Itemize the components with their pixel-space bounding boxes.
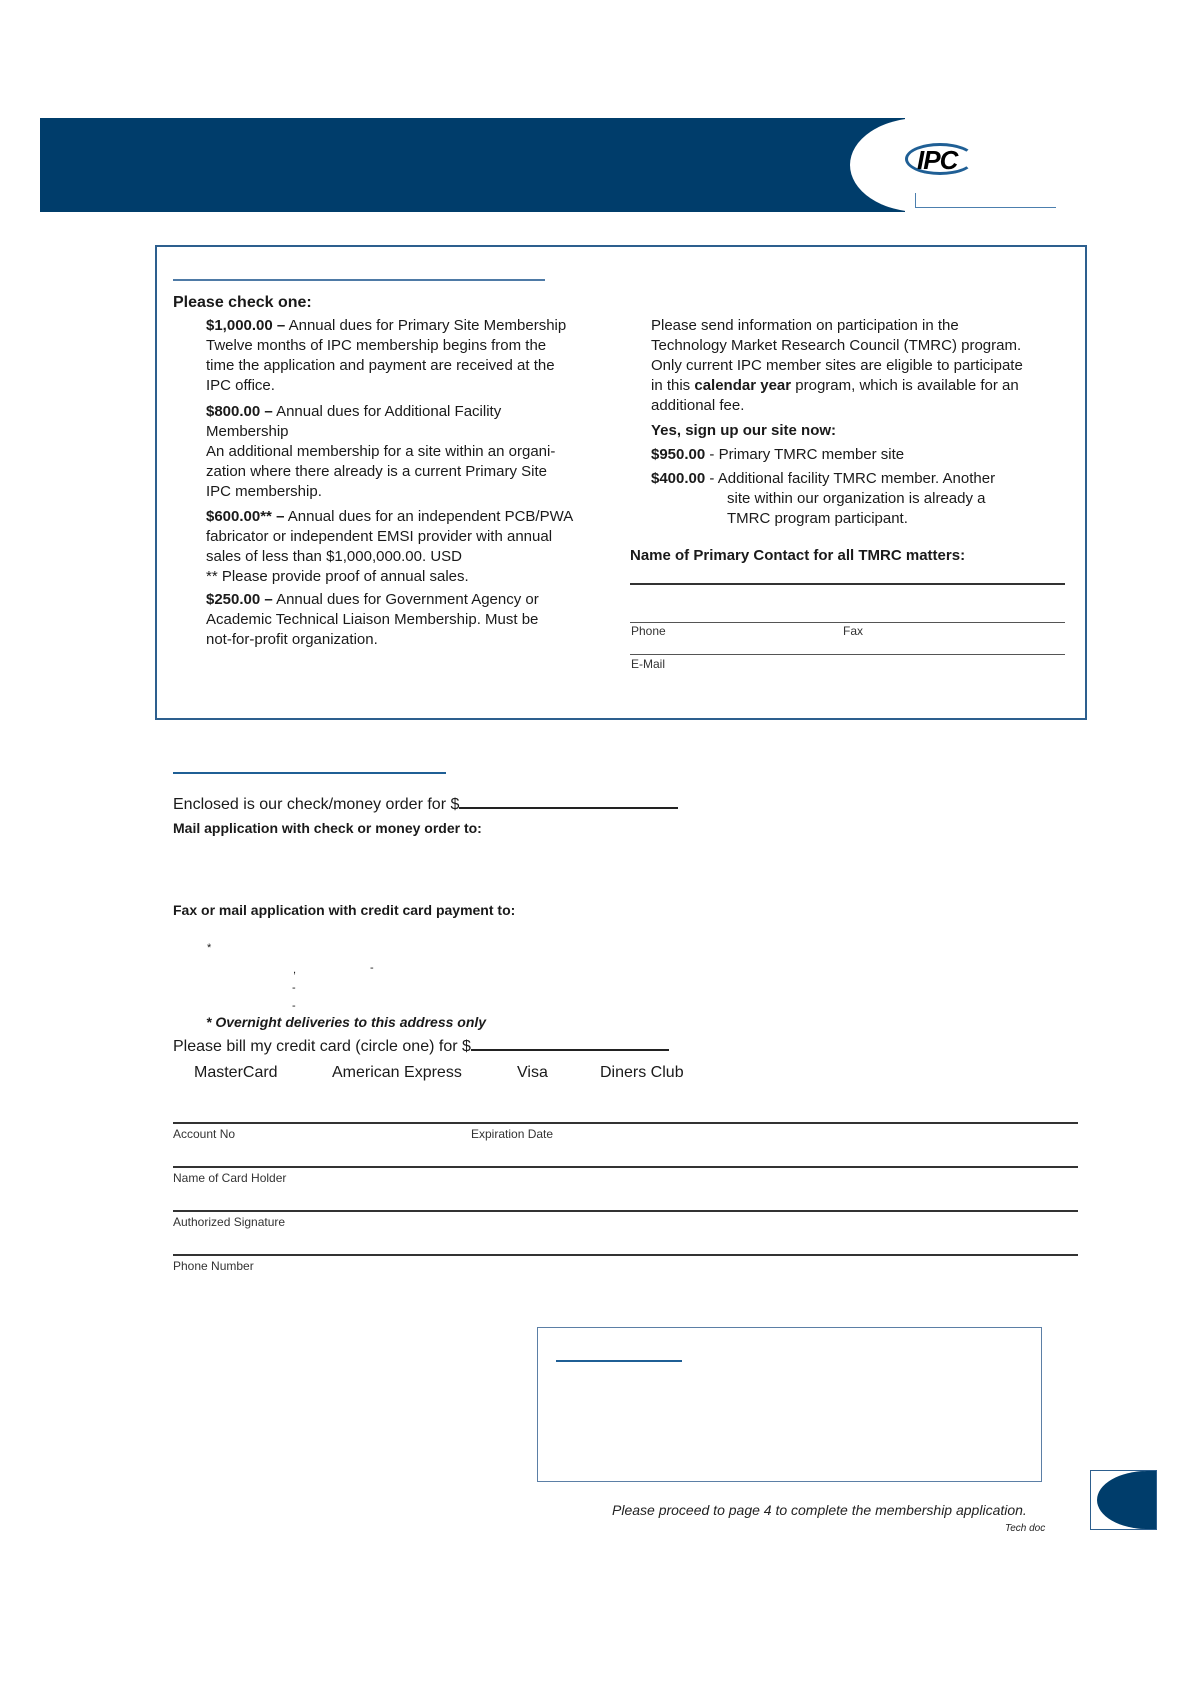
tmrc-email-field[interactable]: [630, 654, 1065, 655]
option-text: fabricator or independent EMSI provider with annual: [206, 528, 553, 545]
overnight-note: * Overnight deliveries to this address only: [206, 1014, 487, 1030]
tmrc-intro-line: Only current IPC member sites are eligible to participate: [651, 357, 1023, 374]
stray-dash: -: [292, 1000, 296, 1012]
section-heading-rule: [173, 279, 545, 281]
check-one-heading: Please check one:: [173, 294, 312, 311]
option-text: IPC membership.: [206, 483, 322, 500]
tmrc-calendar-year: calendar year: [694, 377, 792, 394]
card-amount-field[interactable]: [471, 1035, 669, 1051]
option-text: ** Please provide proof of annual sales.: [206, 568, 469, 585]
tmrc-signup-heading: Yes, sign up our site now:: [651, 422, 837, 439]
tmrc-intro-text: in this: [651, 377, 695, 394]
separator: -: [709, 470, 715, 487]
expiration-label: Expiration Date: [471, 1127, 554, 1141]
phone-label: Phone: [631, 624, 666, 638]
card-visa[interactable]: Visa: [517, 1064, 548, 1081]
option-text: Annual dues for an independent PCB/PWA: [287, 508, 574, 525]
proceed-note: Please proceed to page 4 to complete the membership application.: [612, 1502, 1027, 1518]
option-text: An additional membership for a site within an organi-: [206, 443, 556, 460]
notes-heading-rule: [556, 1360, 682, 1362]
option-text: site within our organization is already a: [727, 490, 986, 507]
option-price: $950.00: [651, 446, 706, 463]
page-corner-tab: [1090, 1470, 1157, 1530]
header-banner: [40, 118, 905, 212]
card-holder-label: Name of Card Holder: [173, 1171, 287, 1185]
email-label: E-Mail: [631, 657, 666, 671]
option-text: sales of less than $1,000,000.00. USD: [206, 548, 462, 565]
bill-label: Please bill my credit card (circle one) for $: [173, 1038, 471, 1055]
option-text: Annual dues for Primary Site Membership: [288, 317, 567, 334]
asterisk-mark: *: [207, 942, 212, 954]
option-text: Primary TMRC member site: [718, 446, 905, 463]
card-holder-field[interactable]: [173, 1166, 1078, 1168]
stray-dash: -: [292, 982, 296, 994]
option-price: $400.00: [651, 470, 706, 487]
signature-label: Authorized Signature: [173, 1215, 286, 1229]
tmrc-contact-heading: Name of Primary Contact for all TMRC matters:: [630, 547, 966, 564]
option-text: Twelve months of IPC membership begins from the: [206, 337, 547, 354]
option-600[interactable]: [206, 507, 573, 587]
option-price: $1,000.00 –: [206, 317, 286, 334]
fax-label: Fax: [843, 624, 864, 638]
option-price: $800.00 –: [206, 403, 273, 420]
tmrc-option-950[interactable]: [651, 445, 904, 465]
stray-comma: ,: [293, 964, 297, 976]
enclosed-label: Enclosed is our check/money order for $: [173, 796, 460, 813]
option-1000[interactable]: [206, 316, 566, 396]
logo-underline: [915, 193, 1056, 208]
option-text: Academic Technical Liaison Membership. Must be: [206, 611, 539, 628]
option-800[interactable]: [206, 402, 555, 502]
option-text: time the application and payment are received at the: [206, 357, 555, 374]
option-text: Membership: [206, 423, 289, 440]
separator: -: [709, 446, 715, 463]
signature-field[interactable]: [173, 1210, 1078, 1212]
card-mastercard[interactable]: MasterCard: [194, 1064, 278, 1081]
account-no-label: Account No: [173, 1127, 236, 1141]
card-amex[interactable]: American Express: [332, 1064, 462, 1081]
ipc-logo: [905, 140, 985, 180]
tmrc-phone-fax-field[interactable]: [630, 622, 1065, 623]
tmrc-intro-text: program, which is available for an: [791, 377, 1019, 394]
option-price: $250.00 –: [206, 591, 273, 608]
card-diners[interactable]: Diners Club: [600, 1064, 684, 1081]
fax-heading: Fax or mail application with credit card payment to:: [173, 902, 516, 918]
phone-number-label: Phone Number: [173, 1259, 254, 1273]
tmrc-intro-line: Technology Market Research Council (TMRC) program.: [651, 337, 1022, 354]
tmrc-intro-line: Please send information on participation in the: [651, 317, 959, 334]
option-text: not-for-profit organization.: [206, 631, 378, 648]
enclosed-check-text: [173, 793, 678, 815]
tmrc-contact-name-field[interactable]: [630, 583, 1065, 585]
account-expiry-field[interactable]: [173, 1122, 1078, 1124]
check-amount-field[interactable]: [459, 793, 678, 809]
option-price: $600.00** –: [206, 508, 285, 525]
logo-text: IPC: [917, 145, 958, 175]
option-text: Annual dues for Additional Facility: [276, 403, 502, 420]
corner-tab-shape-icon: [1097, 1471, 1157, 1529]
notes-box: [537, 1327, 1042, 1482]
mail-heading: Mail application with check or money order to:: [173, 820, 482, 836]
tmrc-intro-line: additional fee.: [651, 397, 745, 414]
stray-dash: -: [370, 962, 374, 974]
option-text: TMRC program participant.: [727, 510, 908, 527]
tmrc-option-400[interactable]: [651, 469, 995, 529]
option-text: IPC office.: [206, 377, 275, 394]
payment-heading-rule: [173, 772, 446, 774]
footer-tag: Tech doc: [1005, 1523, 1046, 1534]
option-text: zation where there already is a current Primary Site: [206, 463, 547, 480]
bill-card-text: [173, 1035, 669, 1057]
tmrc-intro: [651, 316, 1023, 416]
option-text: Additional facility TMRC member. Another: [717, 470, 996, 487]
option-250[interactable]: [206, 590, 539, 650]
phone-number-field[interactable]: [173, 1254, 1078, 1256]
option-text: Annual dues for Government Agency or: [276, 591, 539, 608]
